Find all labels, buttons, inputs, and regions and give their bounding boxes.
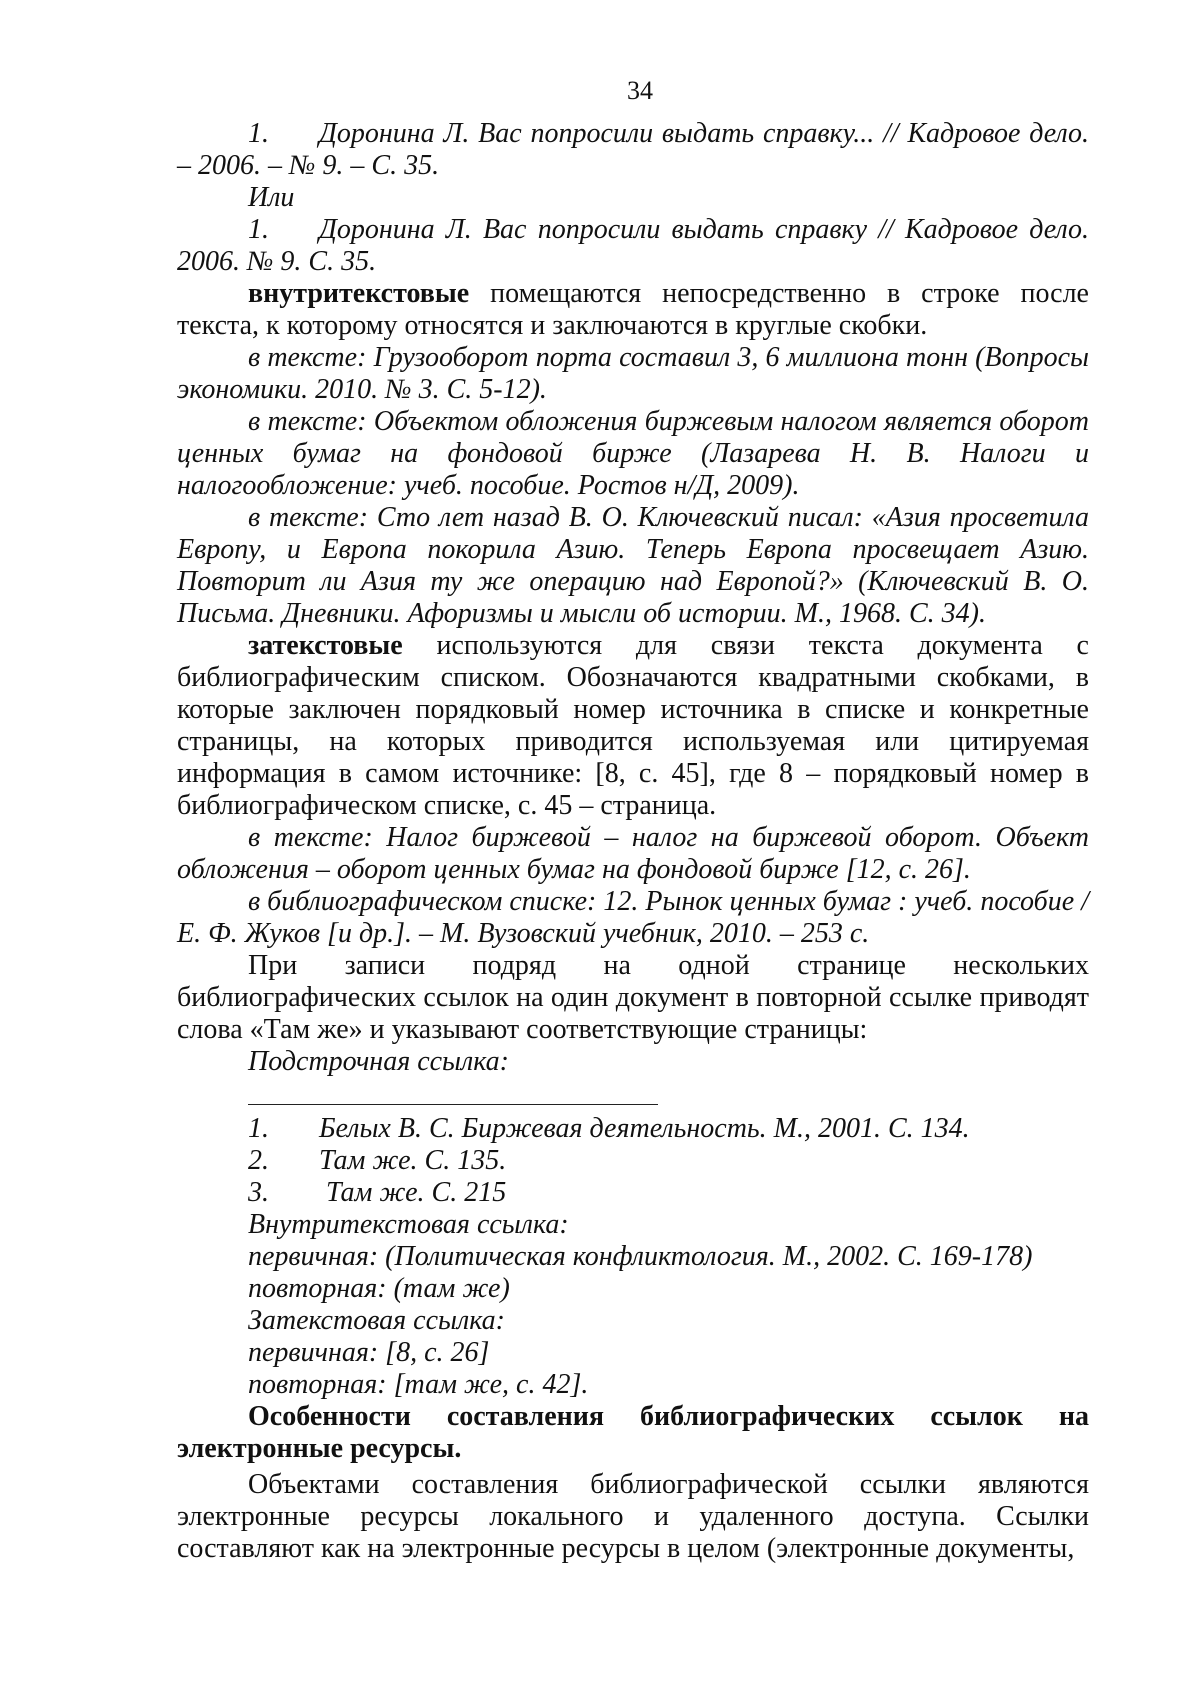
term-posttext: затекстовые — [248, 630, 403, 661]
footnote-item — [248, 1113, 1089, 1145]
posttext-example-1: в тексте: Налог биржевой – налог на биржевой оборот. Объект обложения – оборот ценных бумаг на фондовой бирже [12, с. 26]. — [177, 822, 1089, 885]
footnote-divider — [248, 1104, 658, 1105]
posttext-definition — [177, 630, 1089, 822]
footnote-label: Подстрочная ссылка: — [248, 1046, 509, 1077]
list-number: 1. — [248, 118, 269, 149]
list-number: 3. — [248, 1177, 269, 1208]
posttext-link-repeat: повторная: [там же, с. 42]. — [248, 1369, 589, 1400]
footnote-item — [248, 1177, 1089, 1209]
posttext-example-2: в библиографическом списке: 12. Рынок ценных бумаг : учеб. пособие / Е. Ф. Жуков [и др.]. – М. Вузовский учебник, 2010. – 253 с. — [177, 886, 1089, 949]
intext-link-repeat: повторная: (там же) — [248, 1273, 510, 1304]
term-intext: внутритекстовые — [248, 278, 470, 309]
definition-text: используются для связи текста документа с библиографическим списком. Обозначаются квадратными скобками, в которые заключен порядковый номер источника в списке и конкретные страницы, на которых приводится используемая или цитируемая информация в самом источнике: [8, с. 45], где 8 – порядковый номер в библиографическом списке, с. 45 – страница. — [177, 630, 1089, 821]
final-paragraph: Объектами составления библиографической ссылки являются электронные ресурсы локального и удаленного доступа. Ссылки составляют как на электронные ресурсы в целом (электронные документы, — [177, 1469, 1089, 1564]
reference-text: Доронина Л. Вас попросили выдать справку... // Кадровое дело. – 2006. – № 9. – С. 35. — [177, 118, 1089, 181]
page-number: 34 — [627, 76, 653, 105]
posttext-link-label: Затекстовая ссылка: — [248, 1305, 505, 1336]
page-body — [177, 118, 1089, 1565]
footnote-text: Там же. С. 215 — [319, 1177, 507, 1208]
list-number: 1. — [248, 214, 269, 245]
definition-text: помещаются непосредственно в строке после текста, к которому относятся и заключаются в круглые скобки. — [177, 278, 1089, 341]
example-reference-full — [177, 118, 1089, 182]
reference-text: Доронина Л. Вас попросили выдать справку // Кадровое дело. 2006. № 9. С. 35. — [177, 214, 1089, 277]
intext-link-label: Внутритекстовая ссылка: — [248, 1209, 569, 1240]
intext-example-1: в тексте: Грузооборот порта составил 3, 6 миллиона тонн (Вопросы экономики. 2010. № 3. С. 5-12). — [177, 342, 1089, 405]
intext-definition — [177, 278, 1089, 342]
footnote-text: Белых В. С. Биржевая деятельность. М., 2001. С. 134. — [319, 1113, 970, 1144]
or-label: Или — [248, 182, 295, 213]
example-reference-short — [177, 214, 1089, 278]
intext-example-3: в тексте: Сто лет назад В. О. Ключевский писал: «Азия просветила Европу, и Европа покорила Азию. Теперь Европа просвещает Азию. Повторит ли Азия ту же операцию над Европой?» (Ключевский В. О. Письма. Дневники. Афоризмы и мысли об истории. М., 1968. С. 34). — [177, 502, 1089, 629]
intext-example-2: в тексте: Объектом обложения биржевым налогом является оборот ценных бумаг на фондовой бирже (Лазарева Н. В. Налоги и налогообложение: учеб. пособие. Ростов н/Д, 2009). — [177, 406, 1089, 501]
repeat-reference-paragraph: При записи подряд на одной странице нескольких библиографических ссылок на один документ в повторной ссылке приводят слова «Там же» и указывают соответствующие страницы: — [177, 950, 1089, 1045]
intext-link-primary: первичная: (Политическая конфликтология. М., 2002. С. 169-178) — [248, 1241, 1033, 1272]
footnote-text: Там же. С. 135. — [319, 1145, 507, 1176]
section-heading: Особенности составления библиографических ссылок на электронные ресурсы. — [177, 1401, 1089, 1464]
posttext-link-primary: первичная: [8, с. 26] — [248, 1337, 490, 1368]
list-number: 1. — [248, 1113, 269, 1144]
footnote-item — [248, 1145, 1089, 1177]
list-number: 2. — [248, 1145, 269, 1176]
